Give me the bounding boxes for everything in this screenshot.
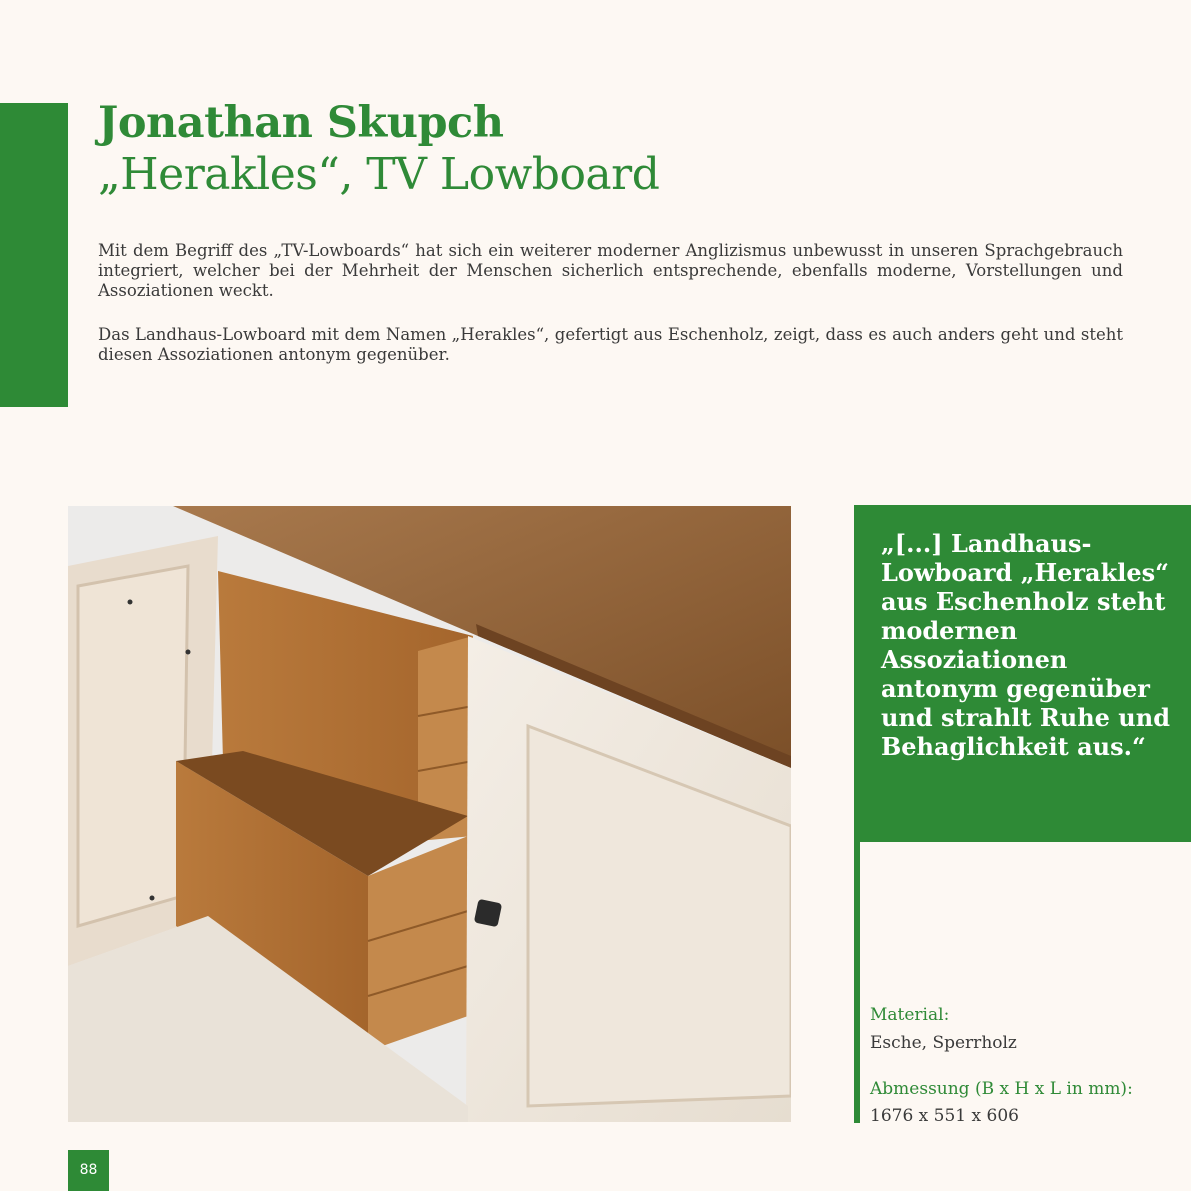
- pull-quote: „[...] Landhaus-Lowboard „Herakles“ aus Eschenholz steht modernen Assoziationen antonym gegenüber und strahlt Ruhe und Behaglichkeit aus.“: [881, 529, 1170, 761]
- side-accent-line: [854, 842, 860, 1123]
- intro-text: [98, 241, 1123, 389]
- lowboard-illustration: [68, 506, 791, 1122]
- product-title: „Herakles“, TV Lowboard: [98, 149, 660, 200]
- intro-paragraph-1: Mit dem Begriff des „TV-Lowboards“ hat sich ein weiterer moderner Anglizismus unbewusst in unseren Sprachgebrauch integriert, welcher bei der Mehrheit der Menschen sicherlich entsprechende, ebenfalls moderne, Vorstellungen und Assoziationen weckt.: [98, 241, 1123, 300]
- material-label: Material:: [870, 1005, 950, 1025]
- author-name: Jonathan Skupch: [98, 98, 504, 148]
- page-number: 88: [68, 1150, 109, 1191]
- dimensions-value: 1676 x 551 x 606: [870, 1106, 1019, 1126]
- quote-box: [854, 505, 1191, 842]
- product-photo: [68, 506, 791, 1122]
- dimensions-label: Abmessung (B x H x L in mm):: [870, 1079, 1133, 1099]
- material-value: Esche, Sperrholz: [870, 1033, 1017, 1053]
- accent-bar: [0, 103, 68, 407]
- intro-paragraph-2: Das Landhaus-Lowboard mit dem Namen „Herakles“, gefertigt aus Eschenholz, zeigt, dass es auch anders geht und steht diesen Assoziationen antonym gegenüber.: [98, 325, 1123, 364]
